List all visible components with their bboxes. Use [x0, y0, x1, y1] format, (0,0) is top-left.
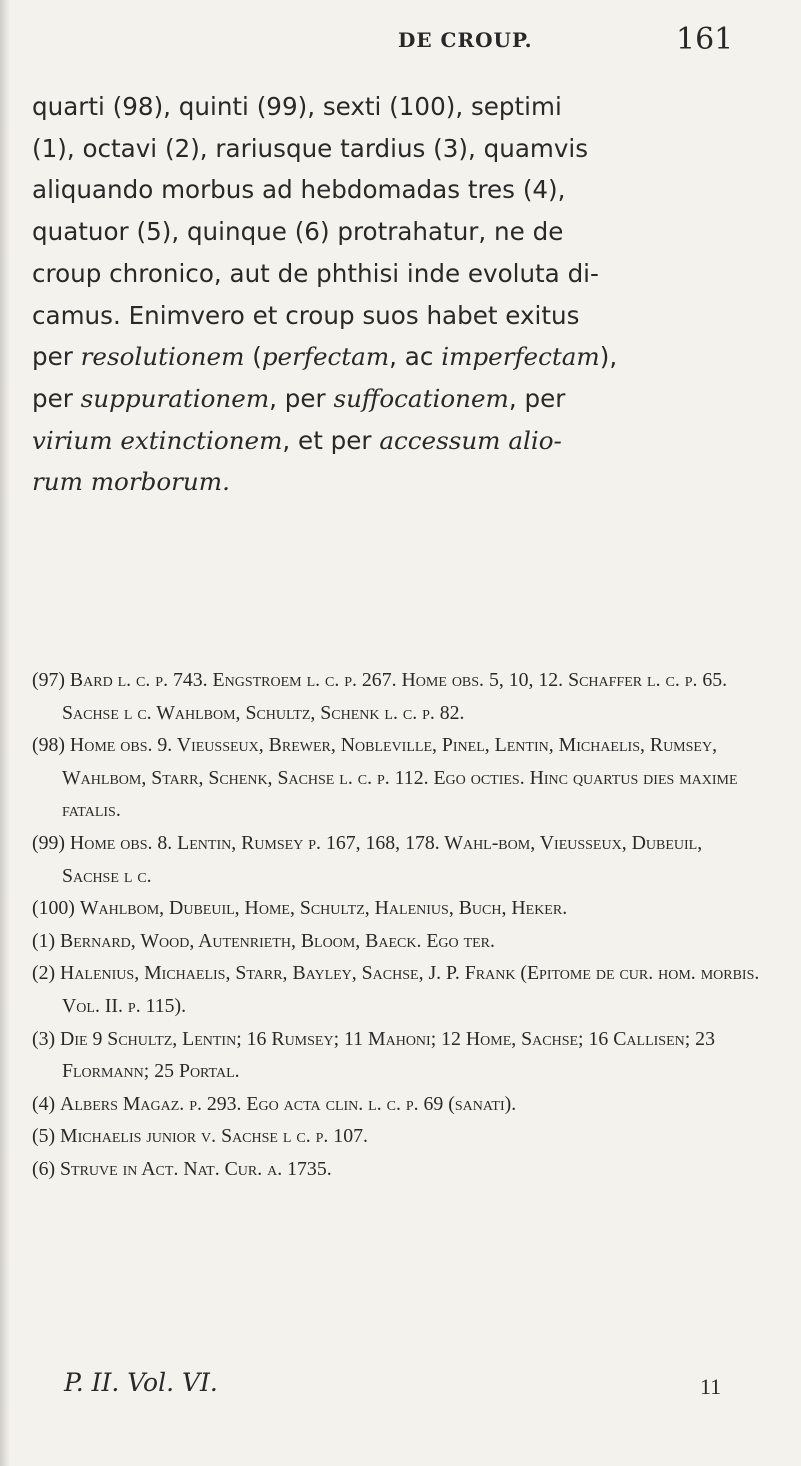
footnote [32, 729, 762, 827]
footnote-number: (98) [32, 734, 65, 757]
footnote-text: Albers Magaz. p. 293. Ego acta clin. l. c. p. 69 (sanati). [60, 1092, 517, 1115]
text-segment: quarti (98), quinti (99), sexti (100), septimi [32, 92, 562, 121]
main-paragraph [32, 86, 757, 503]
footnote-text: Wahlbom, Dubeuil, Home, Schultz, Halenius, Buch, Heker. [79, 897, 568, 920]
footnote-number: (97) [32, 669, 65, 691]
footnote-number: (2) [32, 962, 56, 985]
text-segment: quatuor (5), quinque (6) protrahatur, ne de [32, 217, 564, 247]
italic-phrase: virium extinctionem [32, 425, 283, 455]
footnote-text: Bernard, Wood, Autenrieth, Bloom, Baeck. Ego ter. [60, 929, 495, 952]
text-segment: croup chronico, aut de phthisi inde evoluta di- [32, 258, 599, 288]
text-line [32, 420, 757, 462]
text-line [32, 253, 757, 295]
footnote-text: Die 9 Schultz, Lentin; 16 Rumsey; 11 Mahoni; 12 Home, Sachse; 16 Callisen; 23 Flormann; 25 Portal. [60, 1027, 715, 1083]
footnote [32, 892, 762, 925]
text-line [32, 461, 757, 503]
page-footer [0, 1368, 801, 1408]
footnote-text: Halenius, Michaelis, Starr, Bayley, Sachse, J. P. Frank (Epitome de cur. hom. morbis. Vol. II. p. 115). [60, 962, 760, 1017]
footnote-text: Home obs. 9. Vieusseux, Brewer, Nobleville, Pinel, Lentin, Michaelis, Rumsey, Wahlbom, Starr, Schenk, Sachse l. c. p. 112. Ego octies. Hinc quartus dies maxime fatalis. [62, 734, 738, 822]
italic-phrase: accessum alio- [379, 425, 562, 455]
italic-phrase: suppurationem [80, 383, 270, 413]
footnote-number: (6) [32, 1157, 56, 1180]
footnote-number: (3) [32, 1027, 56, 1050]
footnote [32, 925, 762, 958]
page-header [0, 22, 801, 68]
sheet-number: 11 [700, 1374, 722, 1399]
italic-phrase: rum morborum. [32, 467, 230, 497]
text-segment: per [32, 383, 81, 413]
text-segment: (1), octavi (2), rariusque tardius (3), quamvis [32, 133, 589, 163]
text-segment: , ac [389, 342, 442, 372]
italic-phrase: imperfectam [441, 342, 600, 372]
footnote-number: (4) [32, 1092, 56, 1115]
text-segment: camus. Enimvero et croup suos habet exitus [32, 300, 580, 330]
italic-phrase: suffocationem [333, 383, 509, 413]
text-segment: ( [244, 342, 262, 372]
footnote [32, 1120, 762, 1153]
footnote [32, 1023, 762, 1088]
text-line [32, 169, 757, 211]
footnote-text: Bard l. c. p. 743. Engstroem l. c. p. 267. Home obs. 5, 10, 12. Schaffer l. c. p. 65. Sachse l c. Wahlbom, Schultz, Schenk l. c. p. 82. [62, 669, 728, 724]
binding-shadow [0, 0, 10, 1466]
footnote-text: Struve in Act. Nat. Cur. a. 1735. [60, 1157, 332, 1180]
text-segment: ), [599, 342, 618, 372]
footnote [32, 664, 762, 729]
footnote [32, 827, 762, 892]
volume-signature: P. II. Vol. VI. [64, 1368, 218, 1397]
text-line [32, 336, 757, 378]
running-title: DE CROUP. [398, 28, 533, 52]
text-segment: per [32, 342, 81, 372]
footnote-number: (1) [32, 929, 56, 952]
text-line [32, 128, 757, 170]
footnote [32, 1088, 762, 1121]
footnotes [32, 664, 762, 1186]
text-line [32, 378, 757, 420]
footnote [32, 1153, 762, 1186]
footnote-text: Michaelis junior v. Sachse l c. p. 107. [60, 1125, 368, 1148]
text-line [32, 295, 757, 337]
text-segment: , per [508, 383, 566, 413]
text-segment: , per [269, 383, 334, 413]
page-number: 161 [676, 22, 734, 57]
text-segment: aliquando morbus ad hebdomadas tres (4), [32, 175, 566, 205]
footnote-number: (99) [32, 831, 65, 854]
footnote [32, 957, 762, 1022]
footnote-text: Home obs. 8. Lentin, Rumsey p. 167, 168, 178. Wahl-bom, Vieusseux, Dubeuil, Sachse l c. [62, 831, 703, 887]
italic-phrase: resolutionem [80, 342, 245, 372]
italic-phrase: perfectam [261, 342, 390, 372]
footnote-number: (100) [32, 897, 75, 920]
text-segment: , et per [282, 425, 380, 455]
text-line [32, 211, 757, 253]
text-line [32, 86, 757, 128]
footnote-number: (5) [32, 1125, 56, 1148]
